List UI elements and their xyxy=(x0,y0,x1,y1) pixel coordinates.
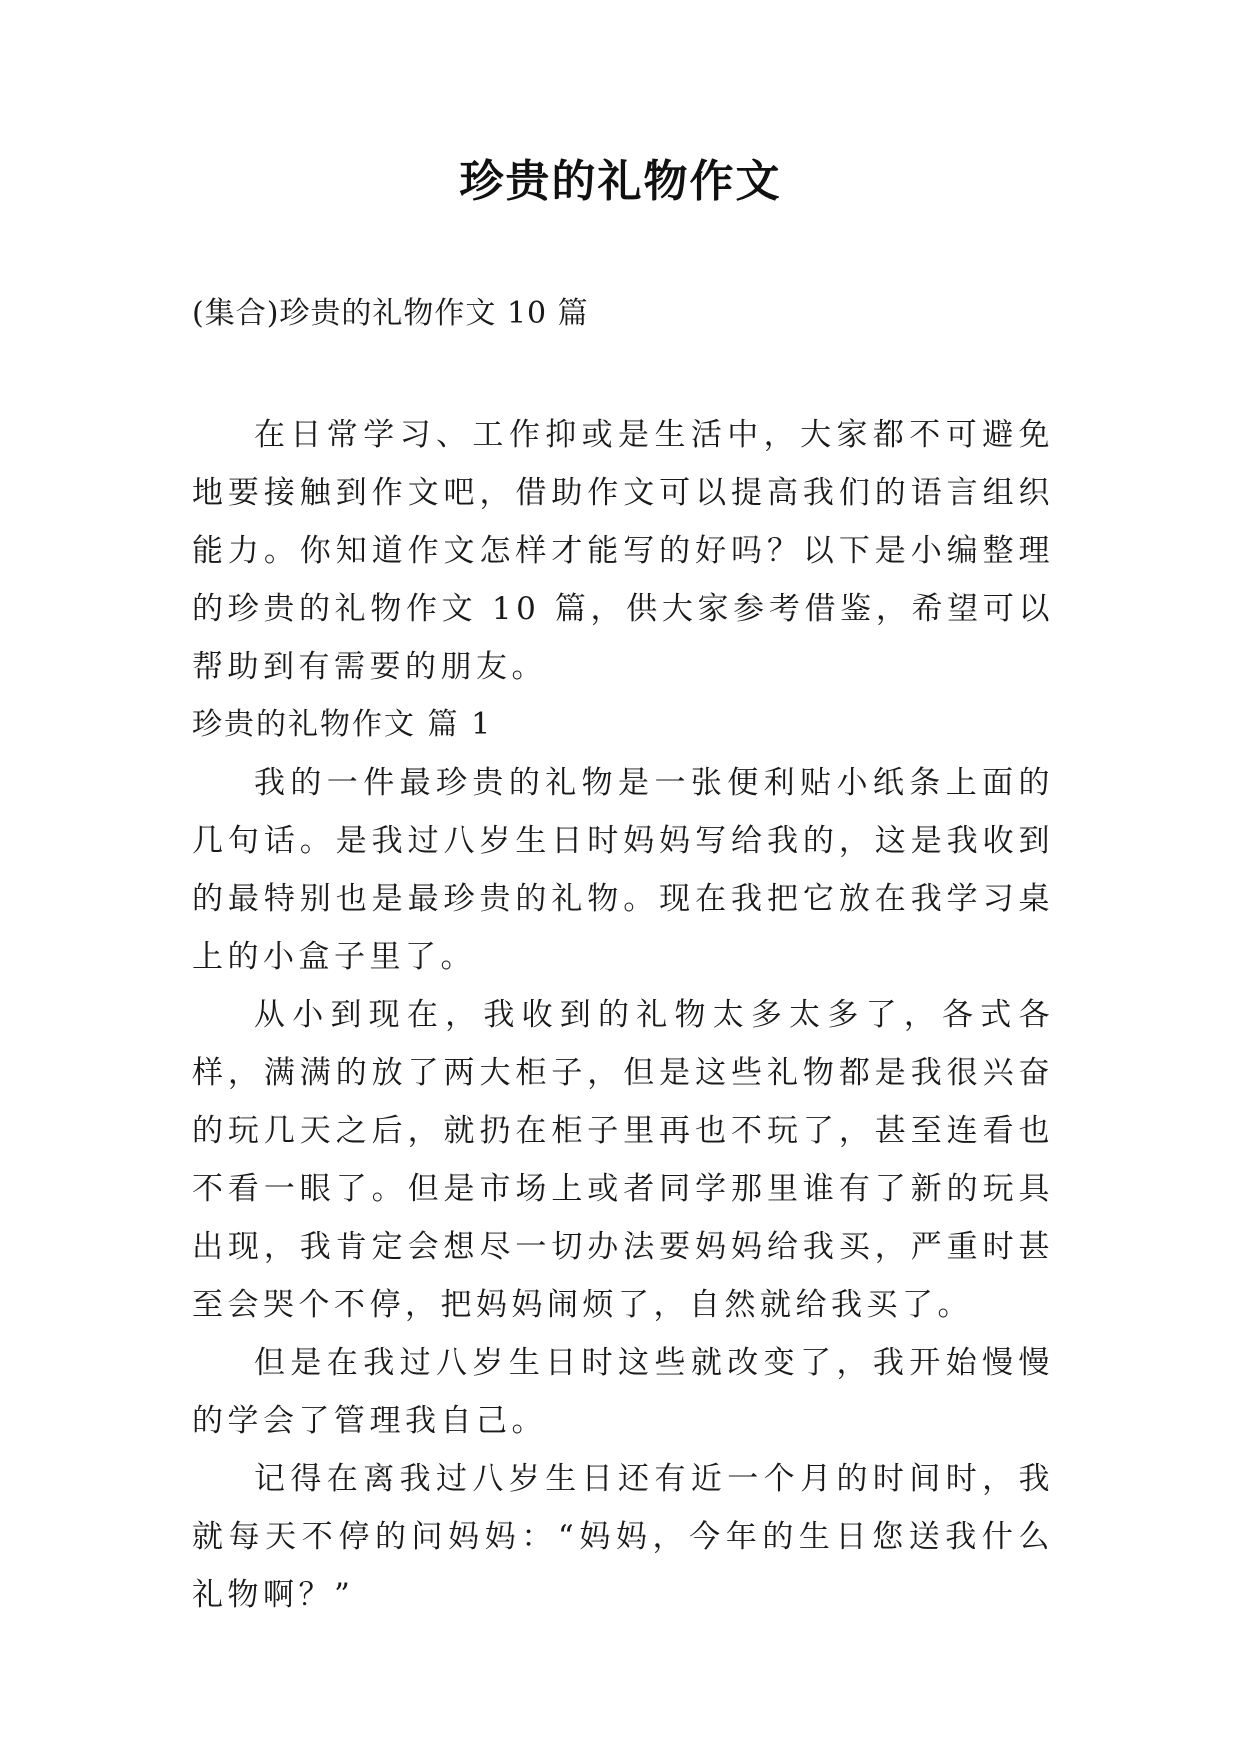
section-heading: 珍贵的礼物作文 篇 1 xyxy=(192,707,493,742)
document-body xyxy=(192,406,1054,1624)
section-paragraph-1: 我的一件最珍贵的礼物是一张便利贴小纸条上面的几句话。是我过八岁生日时妈妈写给我的，这是我收到的最特别也是最珍贵的礼物。现在我把它放在我学习桌上的小盒子里了。 xyxy=(192,765,1054,975)
section-paragraph-4: 记得在离我过八岁生日还有近一个月的时间时，我就每天不停的问妈妈：“妈妈，今年的生日您送我什么礼物啊？” xyxy=(192,1461,1054,1613)
section-paragraph-3: 但是在我过八岁生日时这些就改变了，我开始慢慢的学会了管理我自己。 xyxy=(192,1345,1054,1439)
document-subtitle: (集合)珍贵的礼物作文 10 篇 xyxy=(192,296,589,331)
section-paragraph-2: 从小到现在，我收到的礼物太多太多了，各式各样，满满的放了两大柜子，但是这些礼物都是我很兴奋的玩几天之后，就扔在柜子里再也不玩了，甚至连看也不看一眼了。但是市场上或者同学那里谁有了新的玩具出现，我肯定会想尽一切办法要妈妈给我买，严重时甚至会哭个不停，把妈妈闹烦了，自然就给我买了。 xyxy=(192,997,1054,1323)
document-title: 珍贵的礼物作文 xyxy=(459,156,782,207)
intro-paragraph: 在日常学习、工作抑或是生活中，大家都不可避免地要接触到作文吧，借助作文可以提高我们的语言组织能力。你知道作文怎样才能写的好吗？以下是小编整理的珍贵的礼物作文 10 篇，供大家参考借鉴，希望可以帮助到有需要的朋友。 xyxy=(192,417,1054,685)
